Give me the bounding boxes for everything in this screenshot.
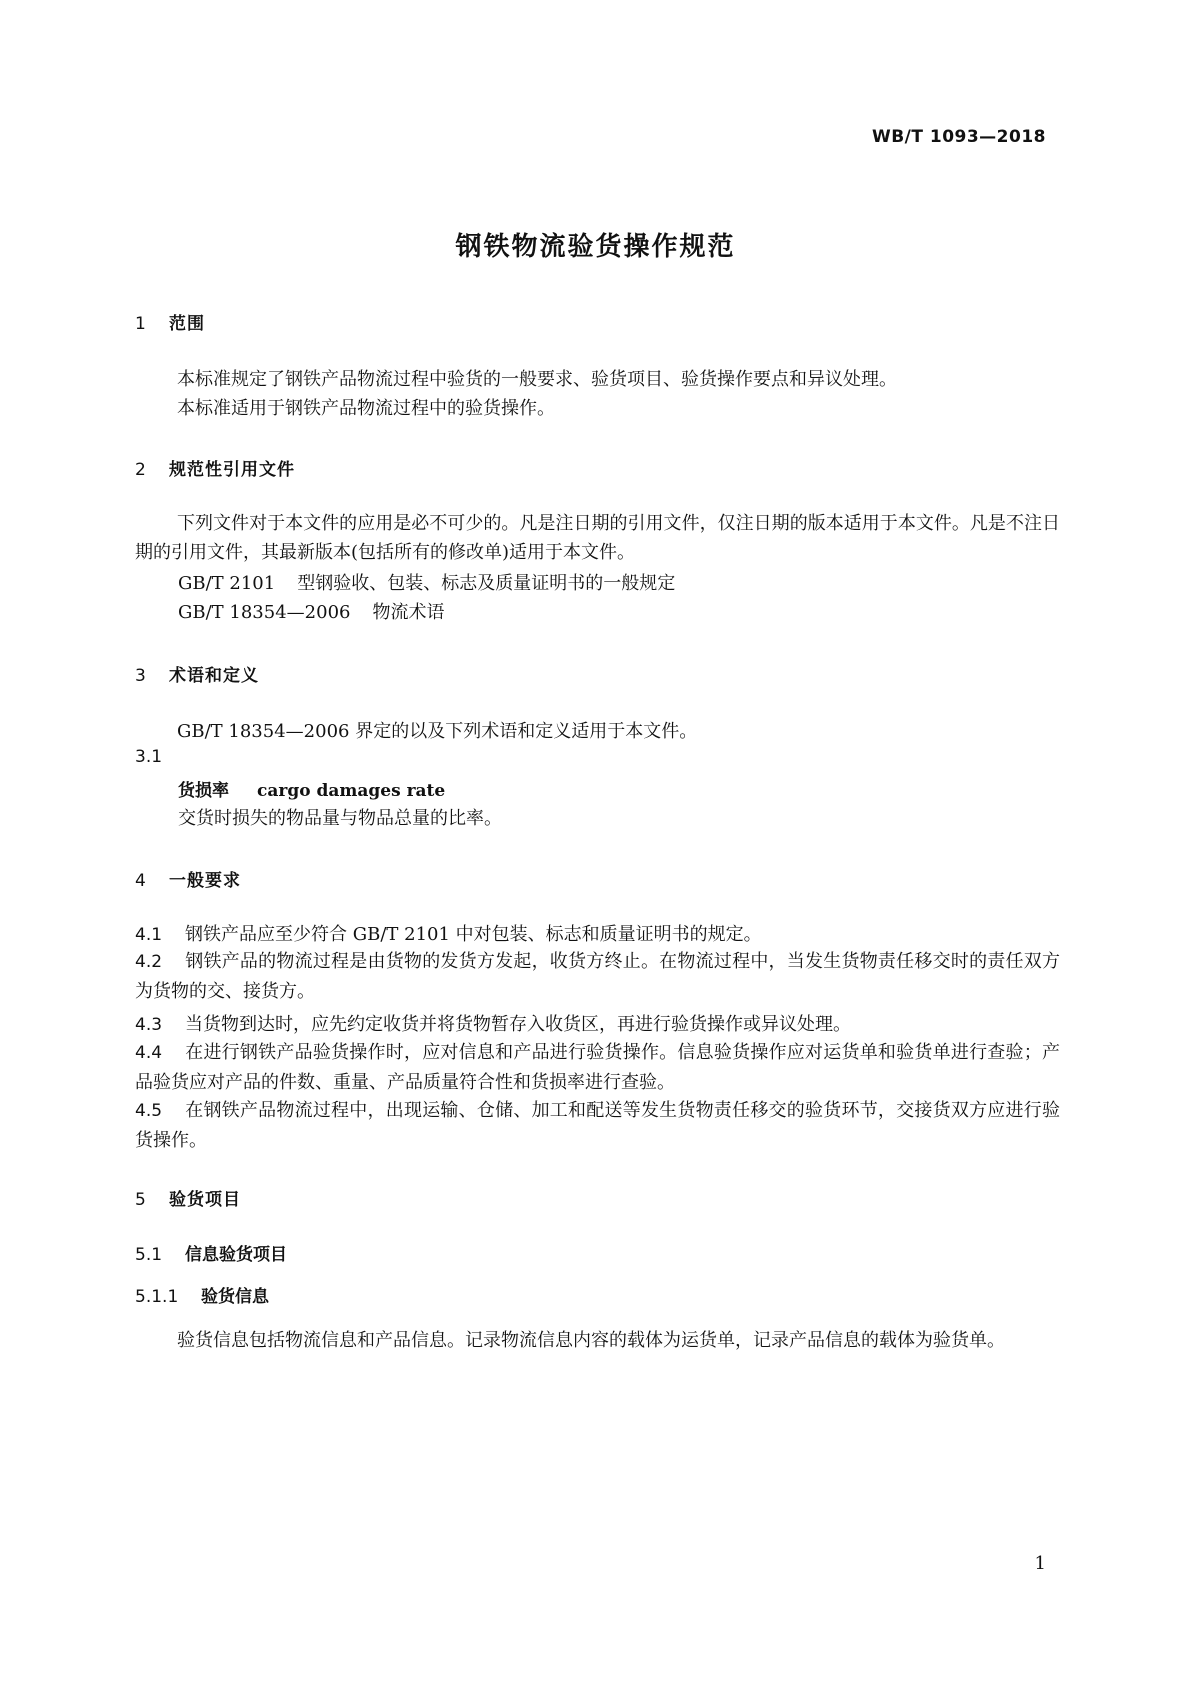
clause-text: 当货物到达时，应先约定收货并将货物暂存入收货区，再进行验货操作或异议处理。 [185, 1014, 851, 1035]
section-number: 4 [135, 871, 147, 891]
term-entry [178, 776, 445, 801]
section-number: 1 [135, 314, 147, 334]
clause [135, 1038, 1060, 1097]
normative-reference [178, 598, 444, 624]
clause-text: 在进行钢铁产品验货操作时，应对信息和产品进行验货操作。信息验货操作应对运货单和验货单进行查验；产品验货应对产品的件数、重量、产品质量符合性和货损率进行查验。 [135, 1042, 1060, 1093]
standard-code: WB/T 1093—2018 [871, 127, 1046, 147]
subsection-number: 5.1 [135, 1245, 163, 1265]
paragraph: 验货信息包括物流信息和产品信息。记录物流信息内容的载体为运货单，记录产品信息的载体为验货单。 [177, 1330, 1005, 1351]
term-definition: 交货时损失的物品量与物品总量的比率。 [178, 808, 502, 829]
reference-title: 物流术语 [372, 602, 445, 623]
subsection-5-1-1-heading [135, 1282, 269, 1307]
clause-number: 4.3 [135, 1015, 163, 1035]
document-title: 钢铁物流验货操作规范 [455, 232, 736, 262]
section-number: 3 [135, 666, 147, 686]
section-title: 术语和定义 [169, 666, 259, 686]
section-number: 2 [135, 460, 147, 480]
section-title: 范围 [169, 314, 205, 334]
section-number: 5 [135, 1190, 147, 1210]
normative-reference [178, 569, 675, 595]
section-4-heading [135, 866, 241, 891]
subsection-title: 验货信息 [201, 1287, 269, 1307]
subsection-5-1-heading [135, 1240, 287, 1265]
clause-number: 4.2 [135, 952, 163, 972]
subsection-number: 5.1.1 [135, 1287, 179, 1307]
clause [135, 947, 1060, 1006]
clause [135, 1096, 1060, 1155]
paragraph: 下列文件对于本文件的应用是必不可少的。凡是注日期的引用文件，仅注日期的版本适用于本文件。凡是不注日期的引用文件，其最新版本(包括所有的修改单)适用于本文件。 [135, 513, 1060, 563]
paragraph: 本标准规定了钢铁产品物流过程中验货的一般要求、验货项目、验货操作要点和异议处理。 [177, 369, 897, 390]
section-title: 规范性引用文件 [169, 460, 295, 480]
clause-number: 4.4 [135, 1043, 163, 1063]
clause [135, 1008, 1060, 1042]
term-number: 3.1 [135, 747, 163, 767]
section-2-heading [135, 455, 295, 480]
section-1-heading [135, 309, 205, 334]
subsection-title: 信息验货项目 [185, 1245, 287, 1265]
paragraph: GB/T 18354—2006 界定的以及下列术语和定义适用于本文件。 [177, 721, 698, 742]
section-title: 一般要求 [169, 871, 241, 891]
reference-title: 型钢验收、包装、标志及质量证明书的一般规定 [297, 573, 676, 594]
clause-number: 4.5 [135, 1101, 163, 1121]
section-3-heading [135, 661, 259, 686]
term-english: cargo damages rate [257, 781, 446, 801]
clause-text: 钢铁产品应至少符合 GB/T 2101 中对包装、标志和质量证明书的规定。 [185, 924, 762, 945]
clause-number: 4.1 [135, 925, 163, 945]
clause-text: 在钢铁产品物流过程中，出现运输、仓储、加工和配送等发生货物责任移交的验货环节，交接货双方应进行验货操作。 [135, 1100, 1060, 1151]
section-5-heading [135, 1185, 241, 1210]
reference-code: GB/T 2101 [178, 573, 276, 594]
section-title: 验货项目 [169, 1190, 241, 1210]
term-chinese: 货损率 [178, 781, 229, 801]
reference-code: GB/T 18354—2006 [178, 602, 351, 623]
page-number: 1 [1034, 1553, 1046, 1574]
paragraph: 本标准适用于钢铁产品物流过程中的验货操作。 [177, 398, 555, 419]
clause-text: 钢铁产品的物流过程是由货物的发货方发起，收货方终止。在物流过程中，当发生货物责任移交时的责任双方为货物的交、接货方。 [135, 951, 1060, 1002]
